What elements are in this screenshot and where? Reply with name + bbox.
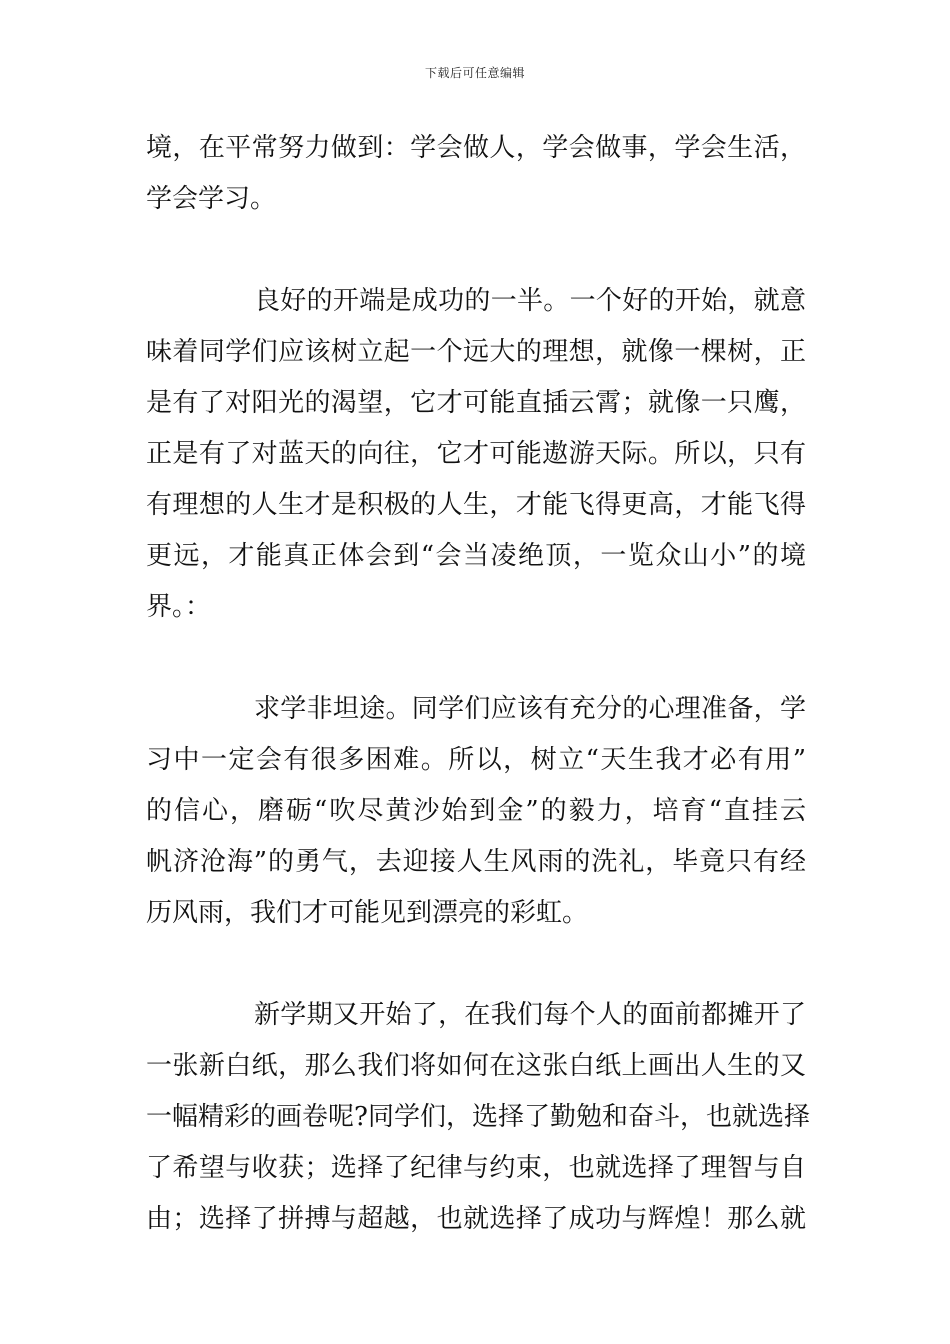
text-line: 良好的开端是成功的一半。一个好的开始，就意 <box>254 286 806 316</box>
text-line: 的信心，磨砺“吹尽黄沙始到金”的毅力，培育“直挂云 <box>146 796 806 826</box>
text-line: 正是有了对蓝天的向往，它才可能遨游天际。所以，只有 <box>146 439 806 469</box>
text-line: 历风雨，我们才可能见到漂亮的彩虹。 <box>146 898 589 928</box>
text-line: 由；选择了拼搏与超越，也就选择了成功与辉煌！那么就 <box>146 1204 806 1234</box>
text-line: 了希望与收获；选择了纪律与约束，也就选择了理智与自 <box>146 1153 806 1183</box>
text-line: 新学期又开始了，在我们每个人的面前都摊开了 <box>254 1000 806 1030</box>
text-line: 帆济沧海”的勇气，去迎接人生风雨的洗礼，毕竟只有经 <box>146 847 806 877</box>
paragraph-spacer <box>146 638 806 689</box>
text-line: 有理想的人生才是积极的人生，才能飞得更高，才能飞得 <box>146 490 806 520</box>
paragraph <box>146 128 806 230</box>
paragraph-spacer <box>146 230 806 281</box>
text-line: 境，在平常努力做到：学会做人，学会做事，学会生活， <box>146 133 806 163</box>
text-line: 学会学习。 <box>146 184 277 214</box>
text-line: 更远，才能真正体会到“会当凌绝顶，一览众山小”的境 <box>146 541 806 571</box>
paragraph <box>146 995 810 1250</box>
text-line: 界。： <box>146 592 212 622</box>
document-body <box>146 128 810 1250</box>
page-header: 下载后可任意编辑 <box>424 66 525 80</box>
text-line: 一幅精彩的画卷呢?同学们，选择了勤勉和奋斗，也就选择 <box>146 1102 810 1132</box>
text-line: 是有了对阳光的渴望，它才可能直插云霄；就像一只鹰， <box>146 388 806 418</box>
text-line: 习中一定会有很多困难。所以，树立“天生我才必有用” <box>146 745 806 775</box>
paragraph-spacer <box>146 944 806 995</box>
text-line: 求学非坦途。同学们应该有充分的心理准备，学 <box>254 694 806 724</box>
paragraph <box>146 281 806 638</box>
paragraph <box>146 689 806 944</box>
text-line: 味着同学们应该树立起一个远大的理想，就像一棵树，正 <box>146 337 806 367</box>
text-line: 一张新白纸，那么我们将如何在这张白纸上画出人生的又 <box>146 1051 806 1081</box>
